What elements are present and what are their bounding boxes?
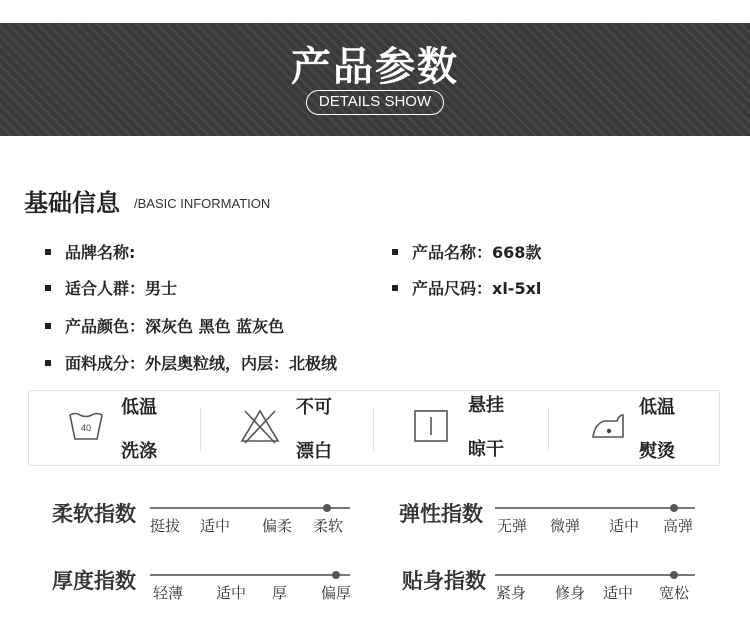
care-text: 低温 (639, 397, 675, 418)
elasticity-scale-line (495, 507, 695, 509)
scale-label: 轻薄 (153, 584, 184, 602)
thickness-scale-marker (332, 571, 340, 579)
scale-label: 紧身 (496, 584, 527, 602)
care-text: 不可 (296, 397, 332, 418)
fit-scale-line (495, 574, 695, 576)
bullet-icon (45, 285, 51, 291)
care-text: 晾干 (468, 439, 504, 460)
thickness-scale-line (150, 574, 350, 576)
hang-dry-icon (413, 409, 449, 443)
scale-label: 无弹 (497, 517, 528, 535)
care-text: 漂白 (296, 441, 332, 462)
scale-label: 偏柔 (262, 517, 293, 535)
softness-title: 柔软指数 (52, 502, 136, 526)
scale-label: 适中 (609, 517, 640, 535)
page-title: 产品参数 (291, 44, 459, 90)
bullet-icon (392, 249, 398, 255)
fit-scale-marker (670, 571, 678, 579)
bullet-icon (45, 360, 51, 366)
softness-scale-marker (323, 504, 331, 512)
svg-text:40: 40 (80, 423, 92, 433)
scale-label: 偏厚 (321, 584, 352, 602)
divider (373, 407, 374, 451)
section-title: 基础信息 (24, 189, 120, 217)
scale-label: 宽松 (659, 584, 690, 602)
header-banner (0, 23, 750, 136)
scale-label: 适中 (603, 584, 634, 602)
bullet-icon (45, 249, 51, 255)
section-subtitle: /BASIC INFORMATION (134, 196, 271, 211)
softness-scale-line (150, 507, 350, 509)
info-item-product-name: 产品名称：668款 (392, 240, 541, 263)
scale-label: 柔软 (313, 517, 344, 535)
care-instructions (28, 390, 720, 466)
care-text: 熨烫 (639, 441, 675, 462)
no-bleach-icon (239, 407, 281, 445)
divider (548, 407, 549, 451)
wash-40-icon (67, 409, 105, 443)
info-item-size: 产品尺码：xl-5xl (392, 276, 541, 299)
scale-label: 适中 (200, 517, 231, 535)
info-item-brand: 品牌名称: (45, 240, 135, 263)
scale-label: 高弹 (663, 517, 694, 535)
fit-title: 贴身指数 (402, 569, 486, 593)
scale-label: 微弹 (550, 517, 581, 535)
care-text: 低温 (121, 397, 157, 418)
scale-label: 厚 (272, 584, 288, 602)
scale-label: 修身 (555, 584, 586, 602)
thickness-title: 厚度指数 (52, 569, 136, 593)
info-item-color: 产品颜色：深灰色 黑色 蓝灰色 (45, 314, 284, 337)
low-iron-icon (589, 411, 629, 441)
elasticity-title: 弹性指数 (399, 502, 483, 526)
bullet-icon (45, 323, 51, 329)
divider (200, 407, 201, 451)
details-show-button[interactable]: DETAILS SHOW (306, 90, 444, 115)
info-item-target: 适合人群：男士 (45, 276, 177, 299)
info-item-material: 面料成分：外层奥粒绒，内层：北极绒 (45, 351, 337, 374)
elasticity-scale-marker (670, 504, 678, 512)
care-text: 洗涤 (121, 441, 157, 462)
scale-label: 适中 (216, 584, 247, 602)
bullet-icon (392, 285, 398, 291)
care-text: 悬挂 (468, 395, 504, 416)
scale-label: 挺拔 (150, 517, 181, 535)
